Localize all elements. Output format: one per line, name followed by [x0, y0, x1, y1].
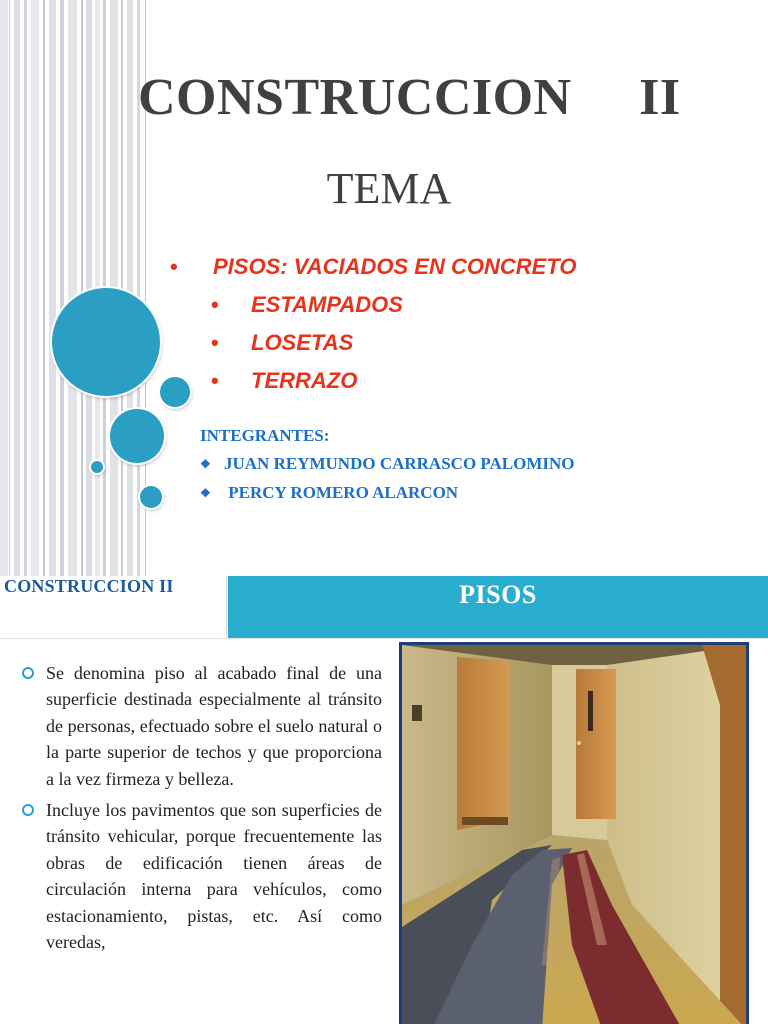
members-list [200, 424, 575, 510]
decorative-stripes [0, 0, 150, 576]
corridor-floor-photo [399, 642, 749, 1024]
topic-list [170, 252, 730, 404]
header-title-bar [228, 576, 768, 638]
member-name: PERCY ROMERO ALARCON [224, 483, 459, 502]
content-slide [0, 576, 768, 1024]
ring-bullet-icon [22, 804, 34, 816]
ring-bullet-icon [22, 667, 34, 679]
paragraph [20, 797, 382, 955]
body-text [20, 660, 382, 960]
topic-label: LOSETAS [251, 330, 354, 355]
topic-item [170, 252, 730, 290]
topic-item [170, 366, 730, 404]
header-course-box [0, 576, 227, 638]
slide-heading: PISOS [459, 580, 537, 609]
bullet-icon: • [170, 254, 178, 279]
course-title: CONSTRUCCION II [4, 576, 174, 596]
header-divider [0, 638, 768, 639]
slide-subtitle: TEMA [326, 164, 452, 213]
topic-label: TERRAZO [251, 368, 358, 393]
paragraph [20, 660, 382, 792]
bullet-icon: • [211, 368, 219, 393]
member-name: JUAN REYMUNDO CARRASCO PALOMINO [224, 454, 575, 473]
topic-label: PISOS: VACIADOS EN CONCRETO [213, 254, 577, 279]
paragraph-text: Se denomina piso al acabado final de una superficie destinada especialmente al tránsito de personas, efectuado sobre el suelo natural o la parte superior de techos y que proporciona a la vez firmeza y belleza. [46, 663, 382, 789]
slide-title: CONSTRUCCION II [138, 69, 681, 126]
bullet-icon: • [211, 330, 219, 355]
members-heading: INTEGRANTES: [200, 426, 330, 445]
member-item [200, 481, 459, 510]
decorative-circle-small-2 [140, 486, 162, 508]
topic-label: ESTAMPADOS [251, 292, 403, 317]
decorative-circle-large [52, 288, 160, 396]
diamond-bullet-icon: ❖ [200, 486, 211, 500]
paragraph-text: Incluye los pavimentos que son superficies de tránsito vehicular, porque frecuentemente las obras de edificación tienen áreas de circulación interna para vehículos, como estacionamiento, pistas, etc. Así como veredas, [46, 800, 382, 953]
member-item [200, 452, 575, 481]
topic-item [170, 328, 730, 366]
diamond-bullet-icon: ❖ [200, 457, 211, 471]
decorative-circle-medium [110, 409, 164, 463]
bullet-icon: • [211, 292, 219, 317]
topic-item [170, 290, 730, 328]
decorative-circle-tiny [91, 461, 103, 473]
